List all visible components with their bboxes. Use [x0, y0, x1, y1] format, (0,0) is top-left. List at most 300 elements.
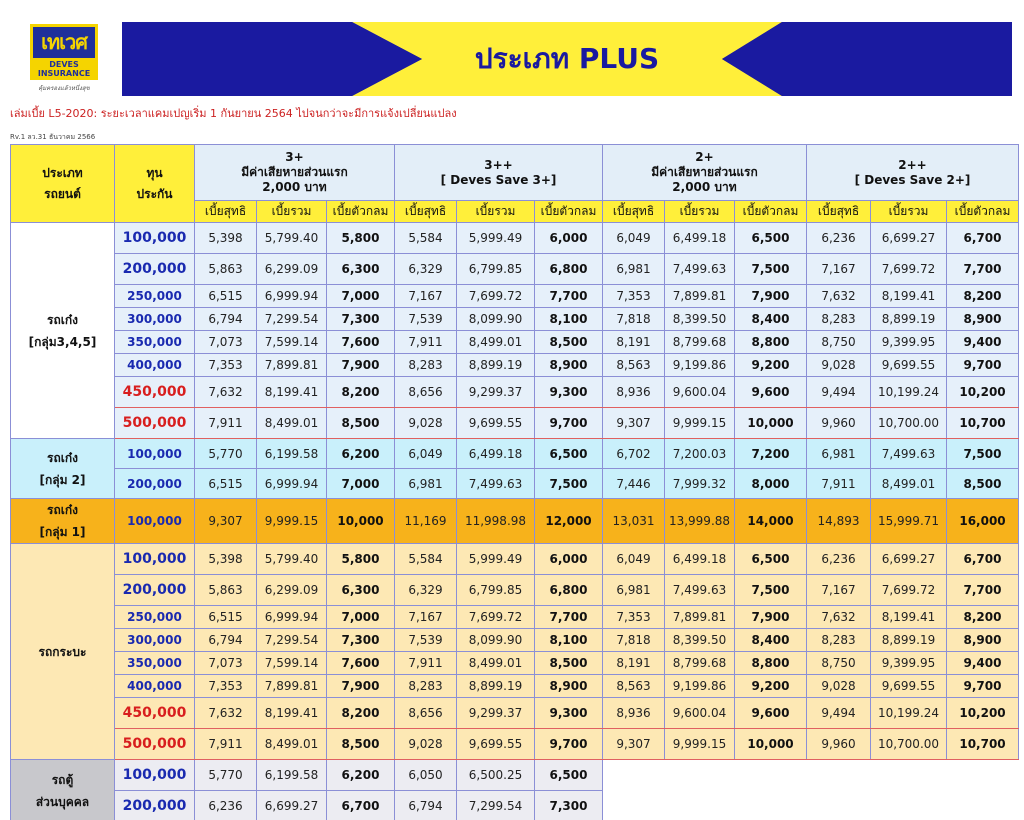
total-premium: 8,499.01 [457, 652, 535, 675]
empty-cell [665, 760, 735, 791]
total-premium: 9,600.04 [665, 377, 735, 408]
net-premium: 6,981 [603, 254, 665, 285]
total-premium: 8,499.01 [871, 469, 947, 499]
net-premium: 6,515 [195, 606, 257, 629]
empty-cell [735, 760, 807, 791]
total-premium: 7,299.54 [257, 629, 327, 652]
total-premium: 9,999.15 [665, 408, 735, 439]
total-premium: 8,399.50 [665, 629, 735, 652]
net-premium: 8,656 [395, 377, 457, 408]
lump-premium: 7,900 [327, 354, 395, 377]
lump-premium: 12,000 [535, 499, 603, 544]
premium-table [10, 144, 1019, 820]
lump-premium: 8,900 [947, 308, 1019, 331]
net-premium: 8,936 [603, 377, 665, 408]
empty-cell [603, 791, 665, 820]
total-premium: 8,499.01 [257, 729, 327, 760]
revision-note: Rv.1 ลว.31 ธันวาคม 2566 [10, 133, 96, 141]
header-plan-text: 2+ มีค่าเสียหายส่วนแรก 2,000 บาท [651, 150, 758, 194]
net-premium: 7,353 [195, 354, 257, 377]
lump-premium: 7,200 [735, 439, 807, 469]
total-premium: 7,899.81 [257, 354, 327, 377]
net-premium: 6,236 [195, 791, 257, 820]
net-premium: 7,353 [603, 606, 665, 629]
lump-premium: 7,600 [327, 331, 395, 354]
total-premium: 7,200.03 [665, 439, 735, 469]
total-premium: 5,799.40 [257, 544, 327, 575]
subheader-lump: เบี้ยตัวกลม [735, 201, 807, 223]
coverage-amount: 100,000 [115, 760, 195, 791]
total-premium: 7,599.14 [257, 331, 327, 354]
net-premium: 7,632 [807, 285, 871, 308]
subheader-net: เบี้ยสุทธิ [195, 201, 257, 223]
lump-premium: 9,200 [735, 675, 807, 698]
lump-premium: 7,500 [735, 575, 807, 606]
lump-premium: 9,700 [947, 354, 1019, 377]
net-premium: 9,307 [603, 729, 665, 760]
coverage-amount: 200,000 [115, 791, 195, 820]
total-premium: 6,199.58 [257, 439, 327, 469]
net-premium: 9,028 [395, 729, 457, 760]
total-premium: 6,699.27 [871, 544, 947, 575]
total-premium: 9,399.95 [871, 652, 947, 675]
table-row [11, 729, 1019, 760]
subheader-total: เบี้ยรวม [665, 201, 735, 223]
table-row [11, 223, 1019, 254]
lump-premium: 8,500 [535, 331, 603, 354]
net-premium: 7,632 [807, 606, 871, 629]
lump-premium: 10,700 [947, 729, 1019, 760]
header-coverage-text: ทุน ประกัน [136, 165, 173, 201]
empty-cell [807, 760, 871, 791]
lump-premium: 7,500 [947, 439, 1019, 469]
lump-premium: 10,000 [735, 729, 807, 760]
lump-premium: 7,700 [947, 254, 1019, 285]
net-premium: 9,494 [807, 698, 871, 729]
total-premium: 6,999.94 [257, 606, 327, 629]
coverage-amount: 400,000 [115, 354, 195, 377]
header-plan-text: 3+ มีค่าเสียหายส่วนแรก 2,000 บาท [241, 150, 348, 194]
coverage-amount: 100,000 [115, 223, 195, 254]
empty-cell [871, 760, 947, 791]
logo-brand: DEVES INSURANCE [30, 58, 98, 80]
lump-premium: 7,000 [327, 285, 395, 308]
lump-premium: 7,900 [735, 285, 807, 308]
lump-premium: 8,900 [947, 629, 1019, 652]
total-premium: 7,999.32 [665, 469, 735, 499]
lump-premium: 7,700 [535, 606, 603, 629]
coverage-amount: 350,000 [115, 331, 195, 354]
net-premium: 9,960 [807, 408, 871, 439]
net-premium: 7,818 [603, 629, 665, 652]
vehicle-category-label: รถกระบะ [38, 644, 87, 659]
total-premium: 6,699.27 [871, 223, 947, 254]
net-premium: 6,794 [195, 629, 257, 652]
table-row [11, 606, 1019, 629]
lump-premium: 8,500 [947, 469, 1019, 499]
net-premium: 5,398 [195, 544, 257, 575]
coverage-amount: 100,000 [115, 499, 195, 544]
net-premium: 14,893 [807, 499, 871, 544]
lump-premium: 9,600 [735, 377, 807, 408]
lump-premium: 7,000 [327, 606, 395, 629]
lump-premium: 6,700 [947, 544, 1019, 575]
net-premium: 7,353 [195, 675, 257, 698]
net-premium: 8,283 [807, 629, 871, 652]
empty-cell [603, 760, 665, 791]
net-premium: 8,750 [807, 652, 871, 675]
total-premium: 8,899.19 [457, 675, 535, 698]
total-premium: 7,899.81 [665, 285, 735, 308]
empty-cell [947, 760, 1019, 791]
lump-premium: 6,200 [327, 760, 395, 791]
lump-premium: 6,500 [535, 439, 603, 469]
total-premium: 6,799.85 [457, 254, 535, 285]
lump-premium: 8,200 [327, 698, 395, 729]
total-premium: 11,998.98 [457, 499, 535, 544]
net-premium: 5,863 [195, 575, 257, 606]
subheader-net: เบี้ยสุทธิ [603, 201, 665, 223]
lump-premium: 5,800 [327, 544, 395, 575]
net-premium: 7,911 [195, 408, 257, 439]
lump-premium: 9,200 [735, 354, 807, 377]
coverage-amount: 350,000 [115, 652, 195, 675]
total-premium: 5,999.49 [457, 223, 535, 254]
lump-premium: 8,100 [535, 629, 603, 652]
table-row [11, 629, 1019, 652]
total-premium: 9,399.95 [871, 331, 947, 354]
net-premium: 9,494 [807, 377, 871, 408]
lump-premium: 6,700 [947, 223, 1019, 254]
lump-premium: 7,600 [327, 652, 395, 675]
net-premium: 7,073 [195, 331, 257, 354]
lump-premium: 9,300 [535, 698, 603, 729]
header-coverage [115, 145, 195, 223]
header-plan-2plusplus [807, 145, 1019, 201]
total-premium: 6,299.09 [257, 575, 327, 606]
total-premium: 7,299.54 [257, 308, 327, 331]
lump-premium: 8,800 [735, 652, 807, 675]
net-premium: 5,398 [195, 223, 257, 254]
total-premium: 7,499.63 [665, 254, 735, 285]
vehicle-category [11, 760, 115, 820]
total-premium: 7,699.72 [457, 606, 535, 629]
empty-cell [871, 791, 947, 820]
total-premium: 7,899.81 [257, 675, 327, 698]
lump-premium: 9,700 [535, 408, 603, 439]
total-premium: 15,999.71 [871, 499, 947, 544]
table-row [11, 760, 1019, 791]
header-plan-3plusplus [395, 145, 603, 201]
total-premium: 7,699.72 [871, 575, 947, 606]
lump-premium: 8,200 [327, 377, 395, 408]
net-premium: 8,750 [807, 331, 871, 354]
net-premium: 6,329 [395, 575, 457, 606]
lump-premium: 6,500 [735, 223, 807, 254]
coverage-amount: 100,000 [115, 544, 195, 575]
total-premium: 7,699.72 [871, 254, 947, 285]
net-premium: 7,911 [395, 652, 457, 675]
total-premium: 10,199.24 [871, 698, 947, 729]
coverage-amount: 450,000 [115, 698, 195, 729]
empty-cell [947, 791, 1019, 820]
net-premium: 8,283 [395, 675, 457, 698]
lump-premium: 6,000 [535, 223, 603, 254]
table-row [11, 698, 1019, 729]
net-premium: 13,031 [603, 499, 665, 544]
total-premium: 10,199.24 [871, 377, 947, 408]
total-premium: 7,499.63 [457, 469, 535, 499]
lump-premium: 8,500 [535, 652, 603, 675]
net-premium: 7,818 [603, 308, 665, 331]
table-row [11, 652, 1019, 675]
net-premium: 6,981 [395, 469, 457, 499]
lump-premium: 10,700 [947, 408, 1019, 439]
lump-premium: 7,700 [535, 285, 603, 308]
total-premium: 8,499.01 [457, 331, 535, 354]
net-premium: 9,028 [395, 408, 457, 439]
lump-premium: 6,500 [535, 760, 603, 791]
table-row [11, 575, 1019, 606]
table-row [11, 408, 1019, 439]
lump-premium: 8,200 [947, 606, 1019, 629]
net-premium: 6,329 [395, 254, 457, 285]
net-premium: 7,911 [807, 469, 871, 499]
net-premium: 7,911 [395, 331, 457, 354]
coverage-amount: 300,000 [115, 629, 195, 652]
net-premium: 6,050 [395, 760, 457, 791]
coverage-amount: 200,000 [115, 575, 195, 606]
deves-logo [30, 24, 98, 96]
total-premium: 7,599.14 [257, 652, 327, 675]
table-row [11, 791, 1019, 820]
lump-premium: 6,500 [735, 544, 807, 575]
net-premium: 6,236 [807, 223, 871, 254]
net-premium: 7,911 [195, 729, 257, 760]
total-premium: 8,199.41 [871, 606, 947, 629]
lump-premium: 10,000 [327, 499, 395, 544]
lump-premium: 9,700 [947, 675, 1019, 698]
lump-premium: 9,300 [535, 377, 603, 408]
total-premium: 8,099.90 [457, 308, 535, 331]
total-premium: 8,499.01 [257, 408, 327, 439]
net-premium: 7,539 [395, 308, 457, 331]
total-premium: 8,899.19 [871, 629, 947, 652]
total-premium: 10,700.00 [871, 408, 947, 439]
vehicle-category-label: รถเก๋ง [กลุ่ม3,4,5] [28, 312, 97, 349]
table-row [11, 544, 1019, 575]
total-premium: 6,500.25 [457, 760, 535, 791]
total-premium: 7,699.72 [457, 285, 535, 308]
subheader-total: เบี้ยรวม [871, 201, 947, 223]
total-premium: 9,699.55 [871, 675, 947, 698]
lump-premium: 14,000 [735, 499, 807, 544]
header-vehicle-type [11, 145, 115, 223]
net-premium: 9,307 [603, 408, 665, 439]
net-premium: 6,981 [603, 575, 665, 606]
coverage-amount: 250,000 [115, 606, 195, 629]
lump-premium: 9,700 [535, 729, 603, 760]
lump-premium: 8,200 [947, 285, 1019, 308]
net-premium: 7,167 [395, 285, 457, 308]
net-premium: 9,028 [807, 675, 871, 698]
total-premium: 6,499.18 [665, 223, 735, 254]
header-plan-text: 3++ [ Deves Save 3+] [440, 157, 557, 187]
net-premium: 9,307 [195, 499, 257, 544]
coverage-amount: 500,000 [115, 408, 195, 439]
empty-cell [735, 791, 807, 820]
net-premium: 8,283 [807, 308, 871, 331]
coverage-amount: 450,000 [115, 377, 195, 408]
total-premium: 8,199.41 [871, 285, 947, 308]
vehicle-category [11, 439, 115, 499]
total-premium: 5,999.49 [457, 544, 535, 575]
lump-premium: 8,900 [535, 675, 603, 698]
total-premium: 8,799.68 [665, 652, 735, 675]
lump-premium: 7,300 [535, 791, 603, 820]
total-premium: 9,699.55 [457, 408, 535, 439]
lump-premium: 9,400 [947, 652, 1019, 675]
total-premium: 8,199.41 [257, 377, 327, 408]
empty-cell [665, 791, 735, 820]
subheader-net: เบี้ยสุทธิ [807, 201, 871, 223]
net-premium: 6,049 [603, 223, 665, 254]
total-premium: 8,399.50 [665, 308, 735, 331]
total-premium: 9,699.55 [457, 729, 535, 760]
total-premium: 6,799.85 [457, 575, 535, 606]
lump-premium: 6,300 [327, 254, 395, 285]
lump-premium: 7,000 [327, 469, 395, 499]
lump-premium: 7,700 [947, 575, 1019, 606]
subheader-total: เบี้ยรวม [457, 201, 535, 223]
header-plan-3plus [195, 145, 395, 201]
logo-tagline: คุ้มครองแล้วหนึ่งสุข [38, 85, 90, 92]
total-premium: 7,499.63 [871, 439, 947, 469]
net-premium: 8,656 [395, 698, 457, 729]
page-title: ประเภท PLUS [474, 42, 660, 75]
total-premium: 6,999.94 [257, 285, 327, 308]
coverage-amount: 400,000 [115, 675, 195, 698]
coverage-amount: 200,000 [115, 254, 195, 285]
net-premium: 6,236 [807, 544, 871, 575]
total-premium: 9,699.55 [871, 354, 947, 377]
total-premium: 6,699.27 [257, 791, 327, 820]
lump-premium: 8,900 [535, 354, 603, 377]
coverage-amount: 100,000 [115, 439, 195, 469]
total-premium: 9,199.86 [665, 675, 735, 698]
net-premium: 5,584 [395, 223, 457, 254]
total-premium: 9,299.37 [457, 698, 535, 729]
net-premium: 11,169 [395, 499, 457, 544]
total-premium: 7,499.63 [665, 575, 735, 606]
campaign-note: เล่มเบี้ย L5-2020: ระยะเวลาแคมเปญเริ่ม 1 กันยายน 2564 ไปจนกว่าจะมีการแจ้งเปลี่ยนแปลง [10, 107, 457, 120]
net-premium: 8,191 [603, 331, 665, 354]
table-row [11, 499, 1019, 544]
lump-premium: 7,300 [327, 629, 395, 652]
lump-premium: 7,500 [735, 254, 807, 285]
net-premium: 7,167 [807, 254, 871, 285]
lump-premium: 16,000 [947, 499, 1019, 544]
net-premium: 7,167 [395, 606, 457, 629]
table-row [11, 354, 1019, 377]
net-premium: 7,632 [195, 698, 257, 729]
table-row [11, 675, 1019, 698]
total-premium: 9,999.15 [665, 729, 735, 760]
total-premium: 10,700.00 [871, 729, 947, 760]
vehicle-category [11, 499, 115, 544]
table-row [11, 331, 1019, 354]
lump-premium: 7,300 [327, 308, 395, 331]
net-premium: 7,632 [195, 377, 257, 408]
net-premium: 6,515 [195, 285, 257, 308]
subheader-lump: เบี้ยตัวกลม [327, 201, 395, 223]
vehicle-category [11, 544, 115, 760]
total-premium: 9,600.04 [665, 698, 735, 729]
total-premium: 6,499.18 [457, 439, 535, 469]
lump-premium: 8,500 [327, 729, 395, 760]
table-row [11, 254, 1019, 285]
lump-premium: 8,000 [735, 469, 807, 499]
net-premium: 5,863 [195, 254, 257, 285]
total-premium: 6,499.18 [665, 544, 735, 575]
total-premium: 13,999.88 [665, 499, 735, 544]
total-premium: 8,899.19 [871, 308, 947, 331]
lump-premium: 7,900 [735, 606, 807, 629]
lump-premium: 6,200 [327, 439, 395, 469]
net-premium: 8,563 [603, 675, 665, 698]
vehicle-category-label: รถเก๋ง [กลุ่ม 1] [39, 503, 86, 539]
net-premium: 8,283 [395, 354, 457, 377]
net-premium: 6,702 [603, 439, 665, 469]
header-vehicle-type-text: ประเภท รถยนต์ [42, 165, 83, 201]
header-plan-text: 2++ [ Deves Save 2+] [854, 157, 971, 187]
lump-premium: 5,800 [327, 223, 395, 254]
coverage-amount: 300,000 [115, 308, 195, 331]
lump-premium: 9,600 [735, 698, 807, 729]
subheader-net: เบี้ยสุทธิ [395, 201, 457, 223]
header-plan-2plus [603, 145, 807, 201]
lump-premium: 6,000 [535, 544, 603, 575]
net-premium: 8,563 [603, 354, 665, 377]
lump-premium: 8,500 [327, 408, 395, 439]
subheader-lump: เบี้ยตัวกลม [535, 201, 603, 223]
vehicle-category [11, 223, 115, 439]
subheader-lump: เบี้ยตัวกลม [947, 201, 1019, 223]
total-premium: 8,899.19 [457, 354, 535, 377]
lump-premium: 8,800 [735, 331, 807, 354]
total-premium: 6,299.09 [257, 254, 327, 285]
net-premium: 6,794 [195, 308, 257, 331]
total-premium: 8,199.41 [257, 698, 327, 729]
total-premium: 6,199.58 [257, 760, 327, 791]
table-row [11, 377, 1019, 408]
subheader-total: เบี้ยรวม [257, 201, 327, 223]
net-premium: 7,073 [195, 652, 257, 675]
logo-wordmark: เทเวศ [30, 24, 98, 58]
lump-premium: 7,900 [327, 675, 395, 698]
lump-premium: 7,500 [535, 469, 603, 499]
total-premium: 8,099.90 [457, 629, 535, 652]
total-premium: 9,999.15 [257, 499, 327, 544]
total-premium: 7,899.81 [665, 606, 735, 629]
title-banner [122, 22, 1012, 96]
total-premium: 6,999.94 [257, 469, 327, 499]
lump-premium: 8,400 [735, 629, 807, 652]
net-premium: 9,960 [807, 729, 871, 760]
net-premium: 9,028 [807, 354, 871, 377]
vehicle-category-label: รถเก๋ง [กลุ่ม 2] [39, 450, 86, 487]
lump-premium: 10,000 [735, 408, 807, 439]
